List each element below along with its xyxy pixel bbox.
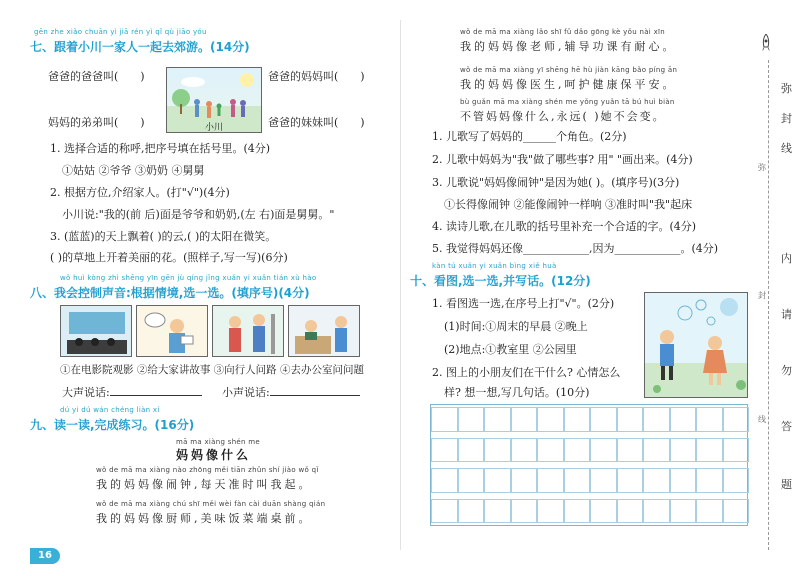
grid-cell[interactable] (458, 438, 485, 463)
poem-line4: 我的妈妈像医生,呵护健康保平安。 (460, 78, 677, 91)
scene-ask-directions (212, 305, 284, 357)
binding-dashed-line (768, 60, 769, 550)
grid-cell[interactable] (511, 438, 538, 463)
grid-cell[interactable] (617, 499, 644, 524)
grid-cell[interactable] (564, 407, 591, 432)
grid-cell[interactable] (670, 499, 697, 524)
poem-line2-pinyin: wǒ de mā ma xiàng chú shī měi wèi fàn cài duān shàng qián (96, 500, 326, 508)
s10-place: (2)地点:①教室里 ②公园里 (444, 343, 577, 356)
s9-title: 九、读一读,完成练习。(16分) (30, 418, 195, 432)
grid-cell[interactable] (643, 499, 670, 524)
poem-title: 妈妈像什么 (176, 448, 252, 462)
s10-q1: 1. 看图选一选,在序号上打"√"。(2分) (432, 297, 615, 310)
grid-cell[interactable] (643, 468, 670, 493)
r-q1: 1. 儿歌写了妈妈的______个角色。(2分) (432, 130, 627, 143)
grid-cell[interactable] (511, 407, 538, 432)
grid-cell[interactable] (564, 468, 591, 493)
scene-storytelling (136, 305, 208, 357)
binding-small-2: 封 (758, 291, 766, 300)
s8-title: 八、我会控制声音:根据情境,选一选。(填序号)(4分) (30, 286, 310, 300)
r-q4: 4. 读诗儿歌,在儿歌的括号里补充一个合适的字。(4分) (432, 220, 697, 233)
page-number: 16 (30, 548, 60, 564)
grid-cell[interactable] (537, 468, 564, 493)
s8-pinyin: wǒ huì kòng zhì shēng yīn gēn jù qíng jǐng xuǎn yi xuǎn tián xù hào (60, 274, 317, 282)
r-q3: 3. 儿歌说"妈妈像闹钟"是因为她( )。(填序号)(3分) (432, 176, 680, 189)
s10-pinyin: kàn tú xuǎn yi xuǎn bìng xiě huà (432, 262, 557, 270)
grid-cell[interactable] (484, 468, 511, 493)
grid-cell[interactable] (617, 407, 644, 432)
illustration-caption: 小川 (205, 123, 224, 133)
grid-cell[interactable] (511, 468, 538, 493)
s7-label-a: 爸爸的爸爸叫( ) (48, 70, 145, 83)
rocket-icon (760, 34, 772, 52)
grid-cell[interactable] (723, 407, 750, 432)
grid-cell[interactable] (458, 407, 485, 432)
bubbles-park-illustration (644, 292, 748, 398)
grid-cell[interactable] (431, 499, 458, 524)
grid-cell[interactable] (590, 407, 617, 432)
s7-q2: 2. 根据方位,介绍家人。(打"√")(4分) (50, 186, 230, 199)
poem-line3-pinyin: wǒ de mā ma xiàng lǎo shī fǔ dǎo gōng kè yǒu nài xīn (460, 28, 665, 36)
grid-cell[interactable] (617, 468, 644, 493)
grid-cell[interactable] (590, 438, 617, 463)
s7-q1-options: ①姑姑 ②爷爷 ③奶奶 ④舅舅 (62, 164, 205, 177)
grid-cell[interactable] (696, 407, 723, 432)
grid-cell[interactable] (484, 499, 511, 524)
poem-line5-pinyin: bù guǎn mā ma xiàng shén me yǒng yuǎn tā bú huì biàn (460, 98, 675, 106)
scene-office-question (288, 305, 360, 357)
grid-cell[interactable] (670, 468, 697, 493)
binding-char-8: 题 (781, 478, 792, 491)
r-q2: 2. 儿歌中妈妈为"我"做了哪些事? 用" "画出来。(4分) (432, 153, 693, 166)
grid-cell[interactable] (723, 438, 750, 463)
s7-label-d: 爸爸的妹妹叫( ) (268, 116, 365, 129)
s8-loud-label: 大声说话: (62, 384, 202, 400)
grid-cell[interactable] (670, 438, 697, 463)
grid-cell[interactable] (696, 499, 723, 524)
grid-cell[interactable] (696, 468, 723, 493)
binding-char-6: 勿 (781, 364, 792, 377)
grid-cell[interactable] (431, 407, 458, 432)
grid-cell[interactable] (484, 438, 511, 463)
grid-cell[interactable] (431, 438, 458, 463)
poem-line3: 我的妈妈像老师,辅导功课有耐心。 (460, 40, 677, 53)
family-picnic-illustration (166, 67, 262, 133)
poem-line2: 我的妈妈像厨师,美味饭菜端桌前。 (96, 512, 313, 525)
binding-char-5: 请 (781, 308, 792, 321)
grid-cell[interactable] (484, 407, 511, 432)
grid-cell[interactable] (723, 468, 750, 493)
s10-q2: 2. 图上的小朋友们在干什么? 心情怎么 (432, 366, 621, 379)
grid-cell[interactable] (511, 499, 538, 524)
grid-cell[interactable] (564, 438, 591, 463)
writing-grid[interactable] (430, 404, 748, 526)
scene-cinema (60, 305, 132, 357)
grid-cell[interactable] (537, 438, 564, 463)
grid-cell[interactable] (431, 468, 458, 493)
s7-label-b: 爸爸的妈妈叫( ) (268, 70, 365, 83)
binding-char-3: 线 (781, 142, 792, 155)
binding-char-1: 弥 (781, 82, 792, 95)
poem-line1: 我的妈妈像闹钟,每天准时叫我起。 (96, 478, 313, 491)
grid-cell[interactable] (643, 438, 670, 463)
s7-q3b: ( )的草地上开着美丽的花。(照样子,写一写)(6分) (50, 251, 288, 264)
s7-label-c: 妈妈的弟弟叫( ) (48, 116, 145, 129)
grid-cell[interactable] (590, 499, 617, 524)
binding-small-1: 弥 (758, 163, 766, 172)
binding-small-3: 线 (758, 415, 766, 424)
s10-time: (1)时间:①周末的早晨 ②晚上 (444, 320, 588, 333)
r-q3-options: ①长得像闹钟 ②能像闹钟一样响 ③准时叫"我"起床 (444, 198, 693, 211)
grid-cell[interactable] (617, 438, 644, 463)
grid-cell[interactable] (643, 407, 670, 432)
s10-title: 十、看图,选一选,并写话。(12分) (410, 274, 591, 288)
s7-title: 七、跟着小川一家人一起去郊游。(14分) (30, 40, 250, 54)
s7-pinyin: gēn zhe xiǎo chuān yì jiā rén yì qǐ qù jiāo yóu (34, 28, 207, 36)
poem-title-pinyin: mā ma xiàng shén me (176, 438, 261, 446)
grid-cell[interactable] (458, 499, 485, 524)
grid-cell[interactable] (670, 407, 697, 432)
grid-cell[interactable] (696, 438, 723, 463)
page-divider (400, 20, 401, 550)
grid-cell[interactable] (458, 468, 485, 493)
s10-q2b: 样? 想一想,写几句话。(10分) (444, 386, 590, 399)
s7-q1: 1. 选择合适的称呼,把序号填在括号里。(4分) (50, 142, 271, 155)
s7-q3: 3. (蓝蓝)的天上飘着( )的云,( )的太阳在微笑。 (50, 230, 277, 243)
r-q5: 5. 我觉得妈妈还像____________,因为____________。(4分) (432, 242, 719, 255)
grid-cell[interactable] (590, 468, 617, 493)
s7-q2-line: 小川说:"我的(前 后)面是爷爷和奶奶,(左 右)面是舅舅。" (62, 208, 335, 221)
s8-options: ①在电影院观影 ②给大家讲故事 ③向行人问路 ④去办公室问问题 (60, 364, 365, 376)
grid-cell[interactable] (537, 499, 564, 524)
binding-char-7: 答 (781, 420, 792, 433)
s8-quiet-label: 小声说话: (222, 384, 360, 400)
poem-line1-pinyin: wǒ de mā ma xiàng nào zhōng měi tiān zhǔn shí jiào wǒ qǐ (96, 466, 319, 474)
s9-pinyin: dú yi dú wán chéng liàn xí (60, 406, 160, 414)
binding-char-4: 内 (781, 252, 792, 265)
grid-cell[interactable] (537, 407, 564, 432)
grid-cell[interactable] (723, 499, 750, 524)
poem-line5: 不管妈妈像什么,永远( )她不会变。 (460, 110, 666, 123)
grid-cell[interactable] (564, 499, 591, 524)
binding-char-2: 封 (781, 112, 792, 125)
poem-line4-pinyin: wǒ de mā ma xiàng yī shēng hē hù jiàn kāng bǎo píng ān (460, 66, 678, 74)
